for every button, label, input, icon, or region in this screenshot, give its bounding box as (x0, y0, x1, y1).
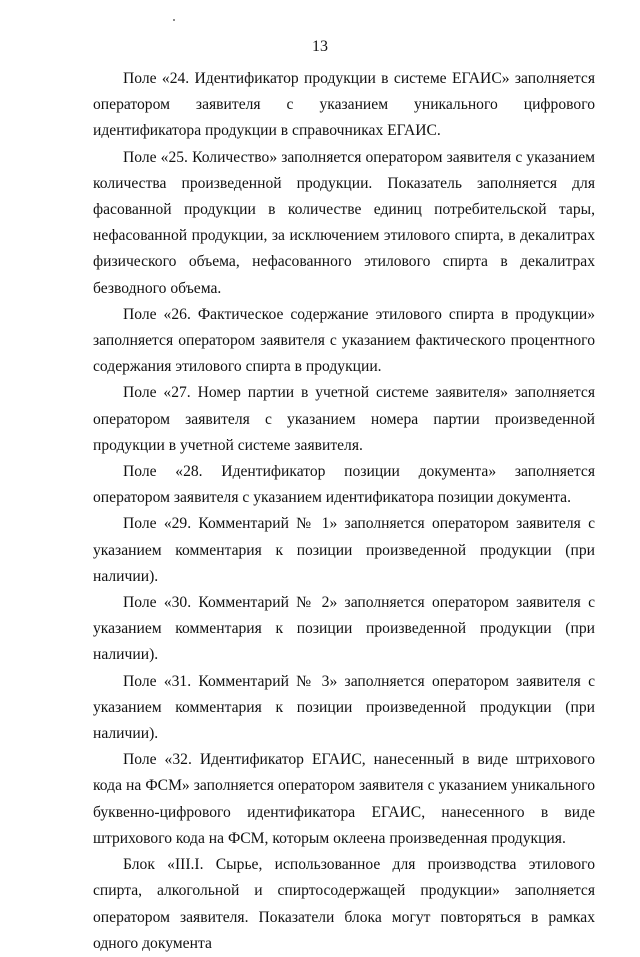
paragraph-block-iii-i: Блок «III.I. Сырье, использованное для производства этилового спирта, алкогольной и спиртосодержащей продукции» заполняется оператором заявителя. Показатели блока могут повторяться в рамках одного документа (93, 856, 595, 952)
paragraph-field-30: Поле «30. Комментарий № 2» заполняется оператором заявителя с указанием комментария к позиции произведенной продукции (при наличии). (93, 594, 595, 664)
paragraph-field-24: Поле «24. Идентификатор продукции в системе ЕГАИС» заполняется оператором заявителя с указанием уникального цифрового идентификатора продукции в справочниках ЕГАИС. (93, 70, 595, 140)
paragraph-field-27: Поле «27. Номер партии в учетной системе заявителя» заполняется оператором заявителя с указанием номера партии произведенной продукции в учетной системе заявителя. (93, 384, 595, 454)
paragraph-field-28: Поле «28. Идентификатор позиции документа» заполняется оператором заявителя с указанием идентификатора позиции документа. (93, 463, 595, 507)
page-number: 13 (312, 38, 328, 55)
document-body (93, 66, 595, 957)
scan-speck (173, 19, 175, 21)
paragraph-field-31: Поле «31. Комментарий № 3» заполняется оператором заявителя с указанием комментария к позиции произведенной продукции (при наличии). (93, 672, 595, 743)
paragraph-field-26: Поле «26. Фактическое содержание этилового спирта в продукции» заполняется оператором заявителя с указанием фактического процентного содержания этилового спирта в продукции. (93, 305, 595, 376)
paragraph-field-32: Поле «32. Идентификатор ЕГАИС, нанесенный в виде штрихового кода на ФСМ» заполняется оператором заявителя с указанием уникального буквенно-цифрового идентификатора ЕГАИС, нанесенного в виде штрихового кода на ФСМ, которым оклеена произведенная продукция. (93, 751, 595, 847)
paragraph-field-25: Поле «25. Количество» заполняется оператором заявителя с указанием количества произведенной продукции. Показатель заполняется для фасованной продукции в количестве единиц потребительской тары, нефасованной продукции, за исключением этилового спирта, в декалитрах физического объема, нефасованного этилового спирта в декалитрах безводного объема. (93, 148, 595, 297)
paragraph-field-29: Поле «29. Комментарий № 1» заполняется оператором заявителя с указанием комментария к позиции произведенной продукции (при наличии). (93, 515, 595, 585)
